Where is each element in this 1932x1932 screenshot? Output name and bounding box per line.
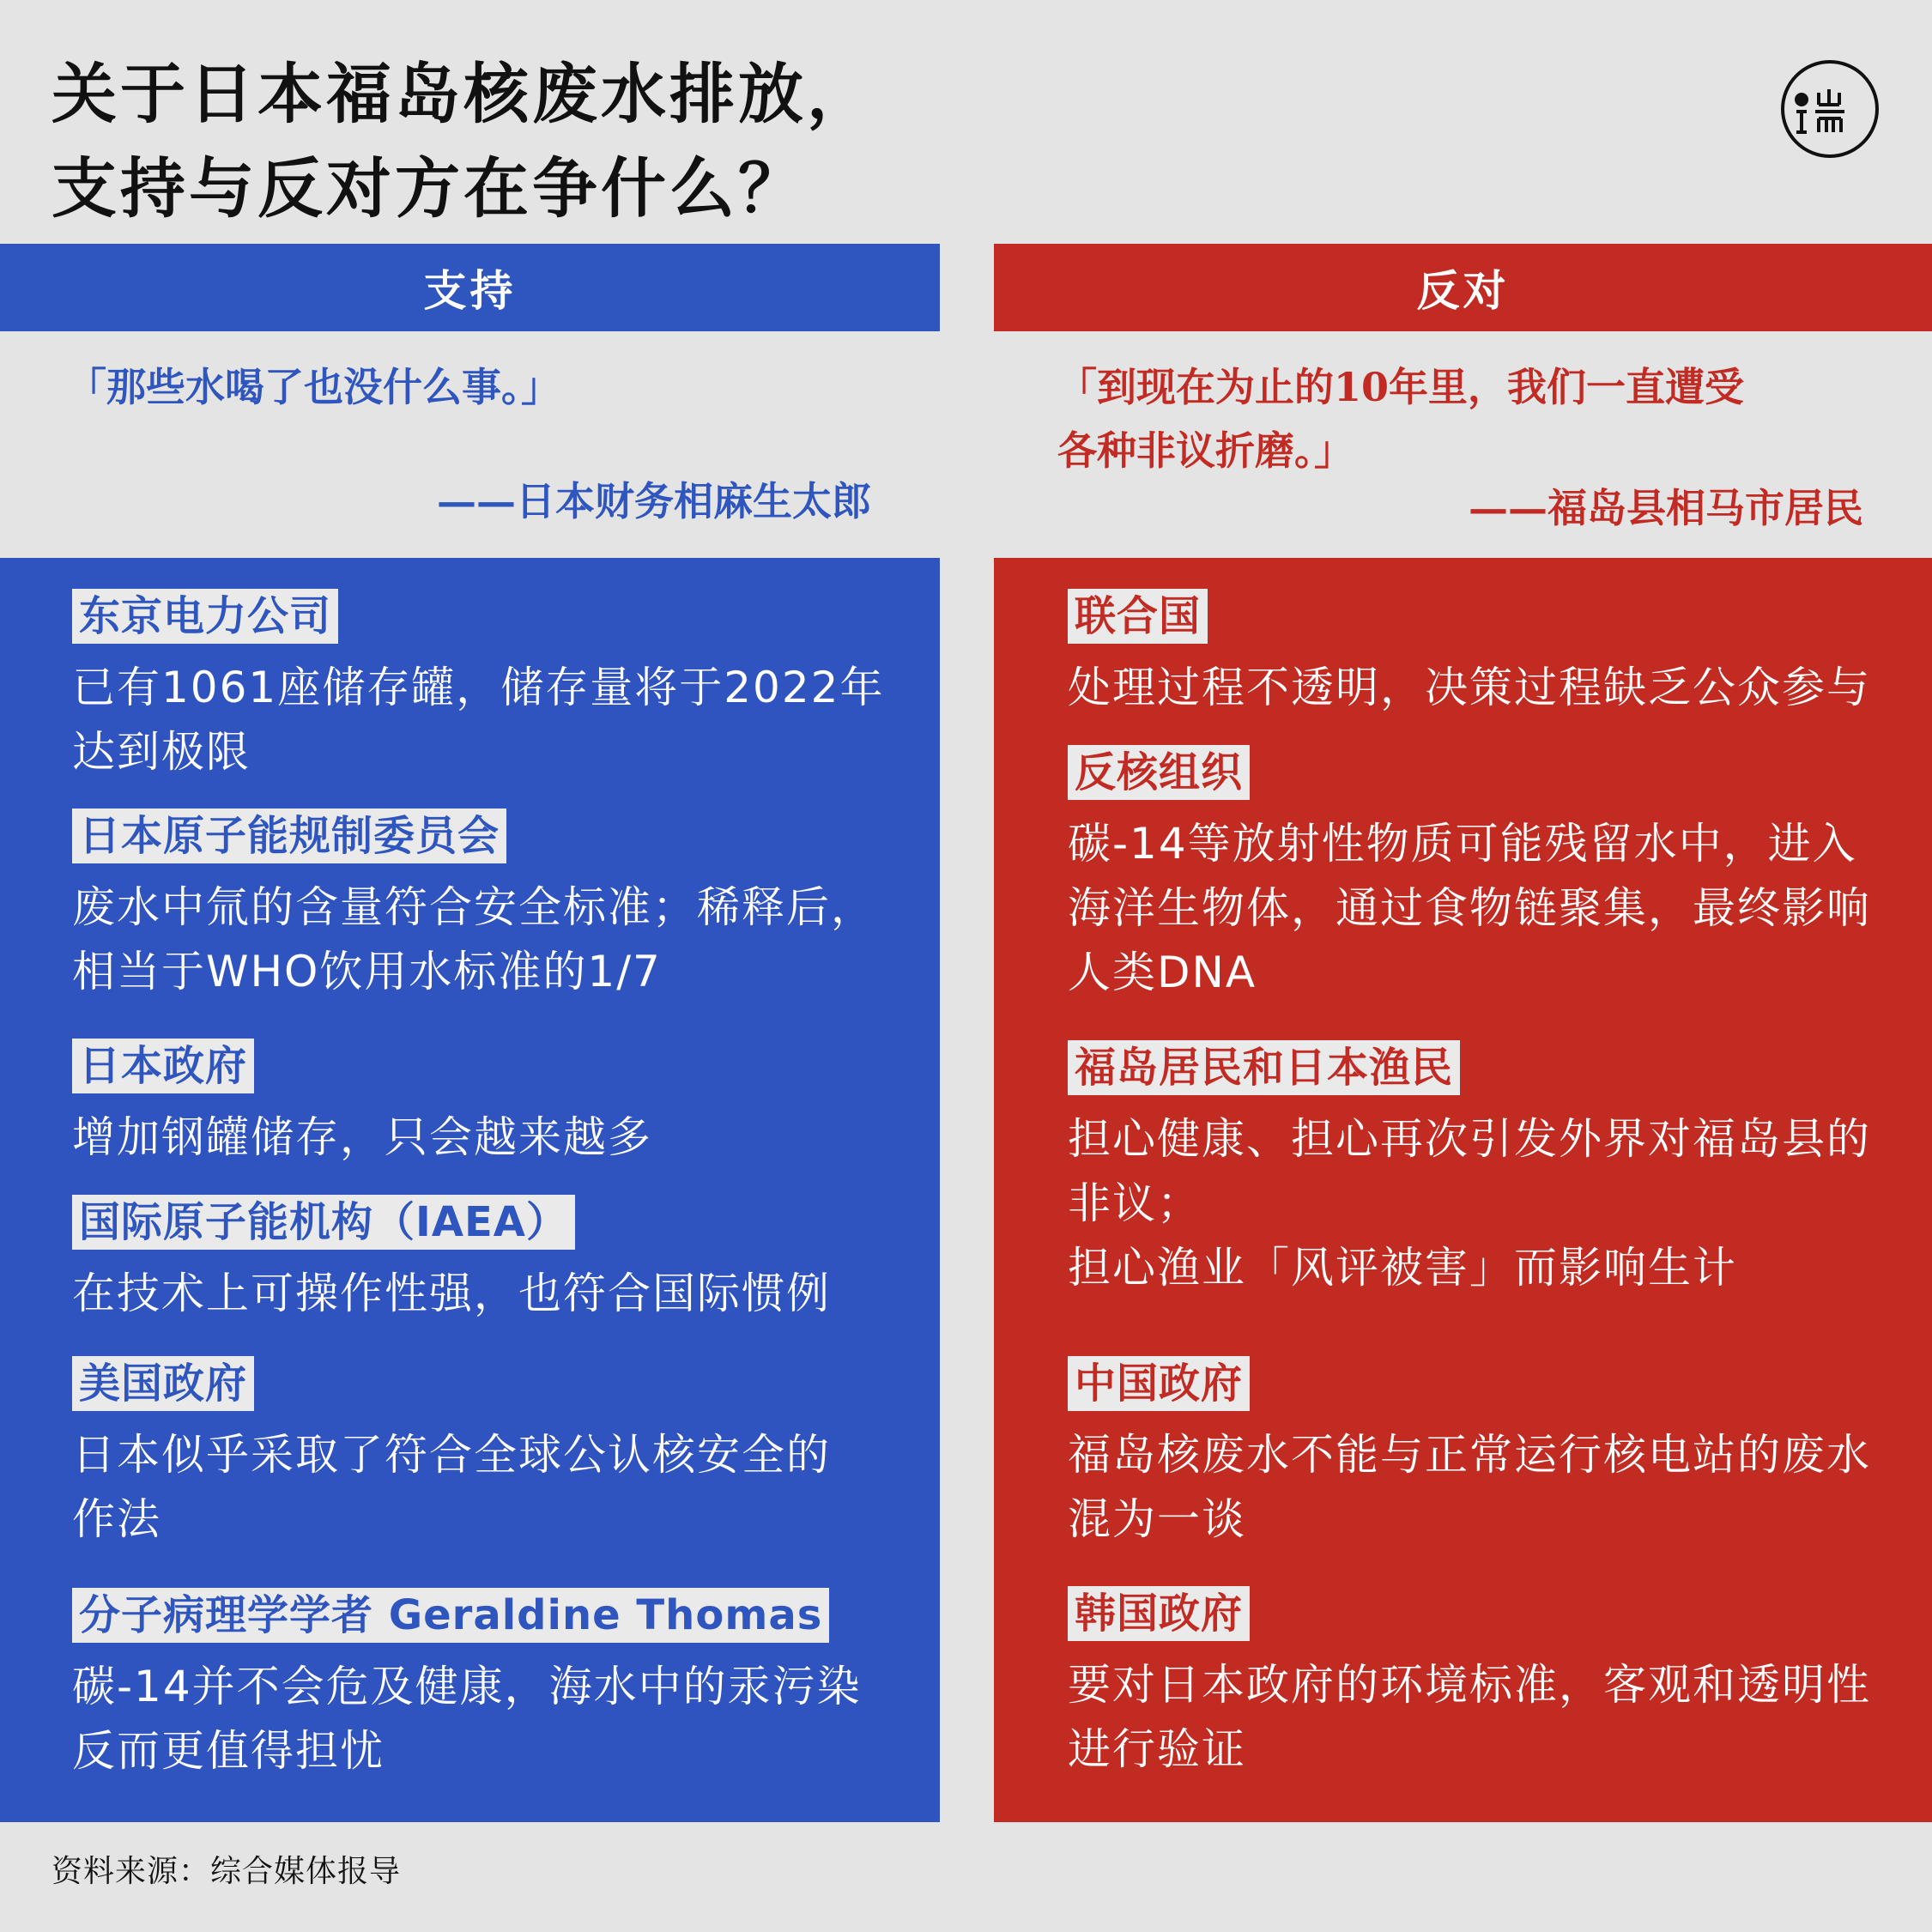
item-description — [72, 875, 896, 1004]
item-label: 东京电力公司 — [72, 589, 338, 644]
description-line: 非议； — [1068, 1178, 1202, 1228]
description-line: 人类DNA — [1068, 948, 1257, 997]
item-label: 韩国政府 — [1068, 1586, 1250, 1641]
page-title — [51, 47, 875, 236]
oppose-quote-line: 「到现在为止的10年里，我们一直遭受 — [1057, 364, 1745, 410]
oppose-panel — [994, 558, 1932, 1822]
item-description — [72, 1262, 896, 1326]
oppose-quote — [1057, 355, 1864, 482]
oppose-quote-line: 各种非议折磨。」 — [1057, 427, 1354, 474]
description-line: 碳-14等放射性物质可能残留水中，进入 — [1068, 819, 1857, 869]
item-label: 日本政府 — [72, 1039, 254, 1093]
oppose-item-china-government — [1068, 1356, 1892, 1552]
description-line: 处理过程不透明，决策过程缺乏公众参与 — [1068, 663, 1871, 712]
support-item-geraldine-thomas — [72, 1588, 896, 1784]
item-description — [72, 656, 896, 784]
description-line: 要对日本政府的环境标准，客观和透明性 — [1068, 1660, 1871, 1710]
oppose-quote-attribution: ——福岛县相马市居民 — [1469, 485, 1863, 531]
description-line: 担心渔业「风评被害」而影响生计 — [1068, 1243, 1737, 1293]
item-description — [72, 1105, 896, 1170]
item-description — [72, 1655, 896, 1784]
item-label: 美国政府 — [72, 1356, 254, 1411]
oppose-item-anti-nuclear — [1068, 745, 1892, 1005]
support-quote-attribution: ——日本财务相麻生太郎 — [437, 478, 871, 524]
description-line: 福岛核废水不能与正常运行核电站的废水 — [1068, 1430, 1871, 1480]
description-line: 担心健康、担心再次引发外界对福岛县的 — [1068, 1114, 1871, 1164]
support-header: 支持 — [0, 244, 940, 331]
item-label: 联合国 — [1068, 589, 1208, 644]
item-label: 中国政府 — [1068, 1356, 1250, 1411]
oppose-item-korea-government — [1068, 1586, 1892, 1782]
oppose-header: 反对 — [994, 244, 1932, 331]
description-line: 日本似乎采取了符合全球公认核安全的 — [72, 1430, 831, 1480]
item-label: 福岛居民和日本渔民 — [1068, 1040, 1460, 1095]
description-line: 作法 — [72, 1494, 161, 1544]
item-description — [1068, 1653, 1892, 1782]
item-description — [72, 1423, 896, 1552]
title-line-1: 关于日本福岛核废水排放， — [51, 56, 875, 132]
item-description — [1068, 1107, 1892, 1300]
logo-mark — [1784, 64, 1875, 154]
support-item-us-government — [72, 1356, 896, 1552]
support-item-japan-government — [72, 1039, 896, 1170]
item-description — [1068, 1423, 1892, 1552]
description-line: 废水中氚的含量符合安全标准；稀释后， — [72, 882, 875, 932]
initium-logo-icon — [1781, 60, 1879, 158]
description-line: 进行验证 — [1068, 1724, 1246, 1774]
description-line: 在技术上可操作性强，也符合国际惯例 — [72, 1269, 831, 1318]
support-item-tepco — [72, 589, 896, 784]
item-label: 日本原子能规制委员会 — [72, 809, 506, 863]
support-quote: 「那些水喝了也没什么事。」 — [67, 364, 560, 410]
title-line-2: 支持与反对方在争什么？ — [51, 150, 807, 227]
item-label: 分子病理学学者 Geraldine Thomas — [72, 1588, 829, 1643]
support-item-iaea — [72, 1195, 896, 1326]
item-label: 反核组织 — [1068, 745, 1250, 800]
oppose-item-fukushima-residents — [1068, 1040, 1892, 1300]
description-line: 混为一谈 — [1068, 1494, 1246, 1544]
item-description — [1068, 656, 1892, 720]
oppose-item-un — [1068, 589, 1892, 720]
description-line: 已有1061座储存罐，储存量将于2022年 — [72, 663, 885, 712]
description-line: 碳-14并不会危及健康，海水中的汞污染 — [72, 1662, 862, 1711]
support-panel — [0, 558, 940, 1822]
description-line: 反而更值得担忧 — [72, 1726, 385, 1776]
support-item-nra — [72, 809, 896, 1004]
source-note: 资料来源：综合媒体报导 — [51, 1854, 402, 1889]
description-line: 达到极限 — [72, 727, 251, 777]
description-line: 增加钢罐储存，只会越来越多 — [72, 1112, 652, 1162]
item-description — [1068, 812, 1892, 1005]
item-label: 国际原子能机构（IAEA） — [72, 1195, 575, 1250]
description-line: 海洋生物体，通过食物链聚集，最终影响 — [1068, 883, 1871, 933]
description-line: 相当于WHO饮用水标准的1/7 — [72, 947, 662, 996]
